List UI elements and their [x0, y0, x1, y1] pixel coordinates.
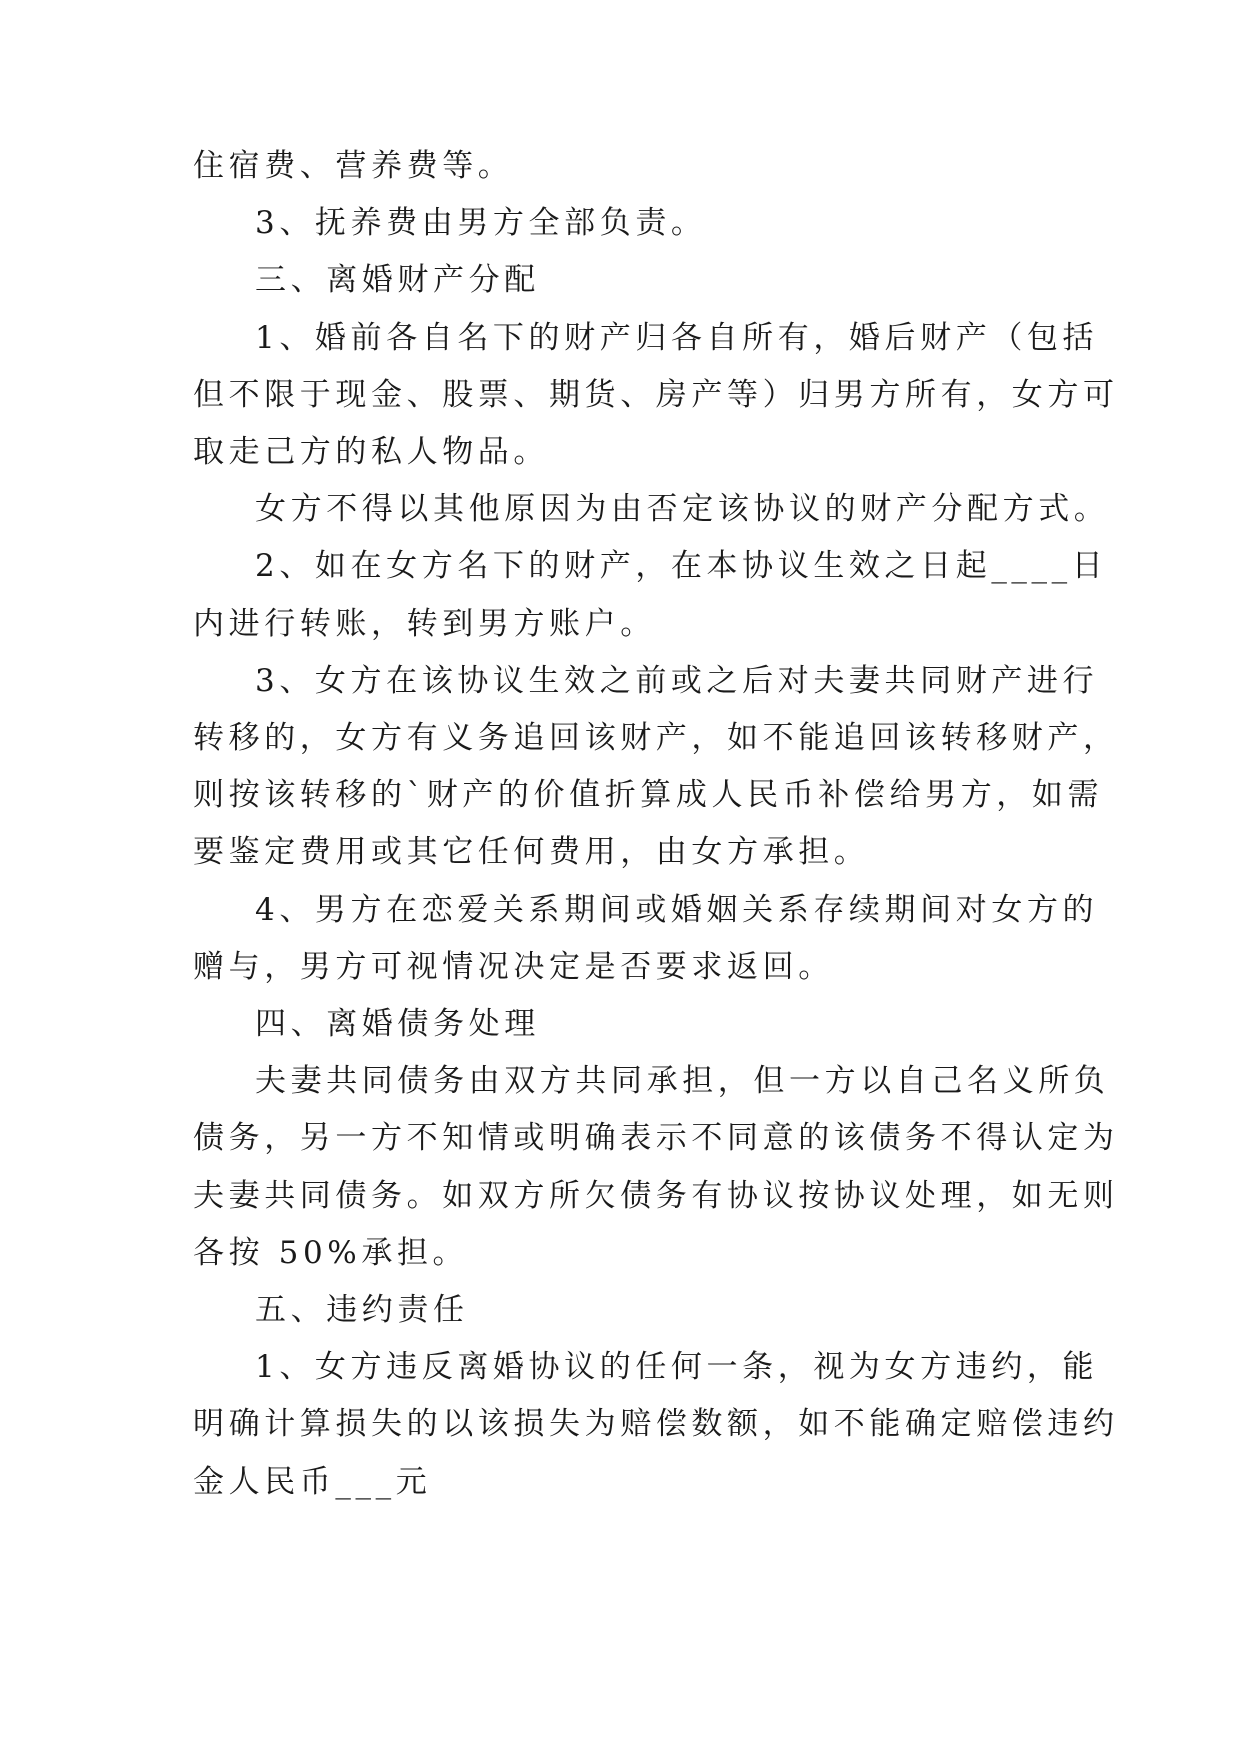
text-line: 内进行转账，转到男方账户。	[193, 606, 656, 642]
text-line: 1、婚前各自名下的财产归各自所有，婚后财产（包括	[255, 320, 1099, 356]
section-heading: 四、离婚债务处理	[255, 1006, 540, 1042]
text-line: 夫妻共同债务由双方共同承担，但一方以自己名义所负	[255, 1063, 1110, 1099]
text-line: 4、男方在恋爱关系期间或婚姻关系存续期间对女方的	[255, 892, 1099, 928]
text-line: 取走己方的私人物品。	[193, 434, 549, 470]
text-line: 明确计算损失的以该损失为赔偿数额，如不能确定赔偿违约	[193, 1406, 1119, 1442]
text-line: 夫妻共同债务。如双方所欠债务有协议按协议处理，如无则	[193, 1178, 1119, 1214]
section-heading: 五、违约责任	[255, 1292, 469, 1328]
text-line: 转移的，女方有义务追回该财产，如不能追回该转移财产，	[193, 720, 1119, 756]
text-line: 要鉴定费用或其它任何费用，由女方承担。	[193, 834, 870, 870]
text-line: 则按该转移的`财产的价值折算成人民币补偿给男方，如需	[193, 777, 1104, 813]
text-line: 女方不得以其他原因为由否定该协议的财产分配方式。	[255, 491, 1110, 527]
text-line: 赠与，男方可视情况决定是否要求返回。	[193, 949, 834, 985]
text-line: 2、如在女方名下的财产，在本协议生效之日起____日	[255, 548, 1108, 584]
text-line: 各按 50%承担。	[193, 1235, 469, 1271]
text-line: 1、女方违反离婚协议的任何一条，视为女方违约，能	[255, 1349, 1099, 1385]
text-line: 3、女方在该协议生效之前或之后对夫妻共同财产进行	[255, 663, 1099, 699]
text-line: 3、抚养费由男方全部负责。	[255, 205, 707, 241]
text-line: 但不限于现金、股票、期货、房产等）归男方所有，女方可	[193, 377, 1119, 413]
text-line: 债务，另一方不知情或明确表示不同意的该债务不得认定为	[193, 1120, 1119, 1156]
text-line: 金人民币___元	[193, 1464, 432, 1500]
section-heading: 三、离婚财产分配	[255, 262, 540, 298]
text-line: 住宿费、营养费等。	[193, 148, 514, 184]
